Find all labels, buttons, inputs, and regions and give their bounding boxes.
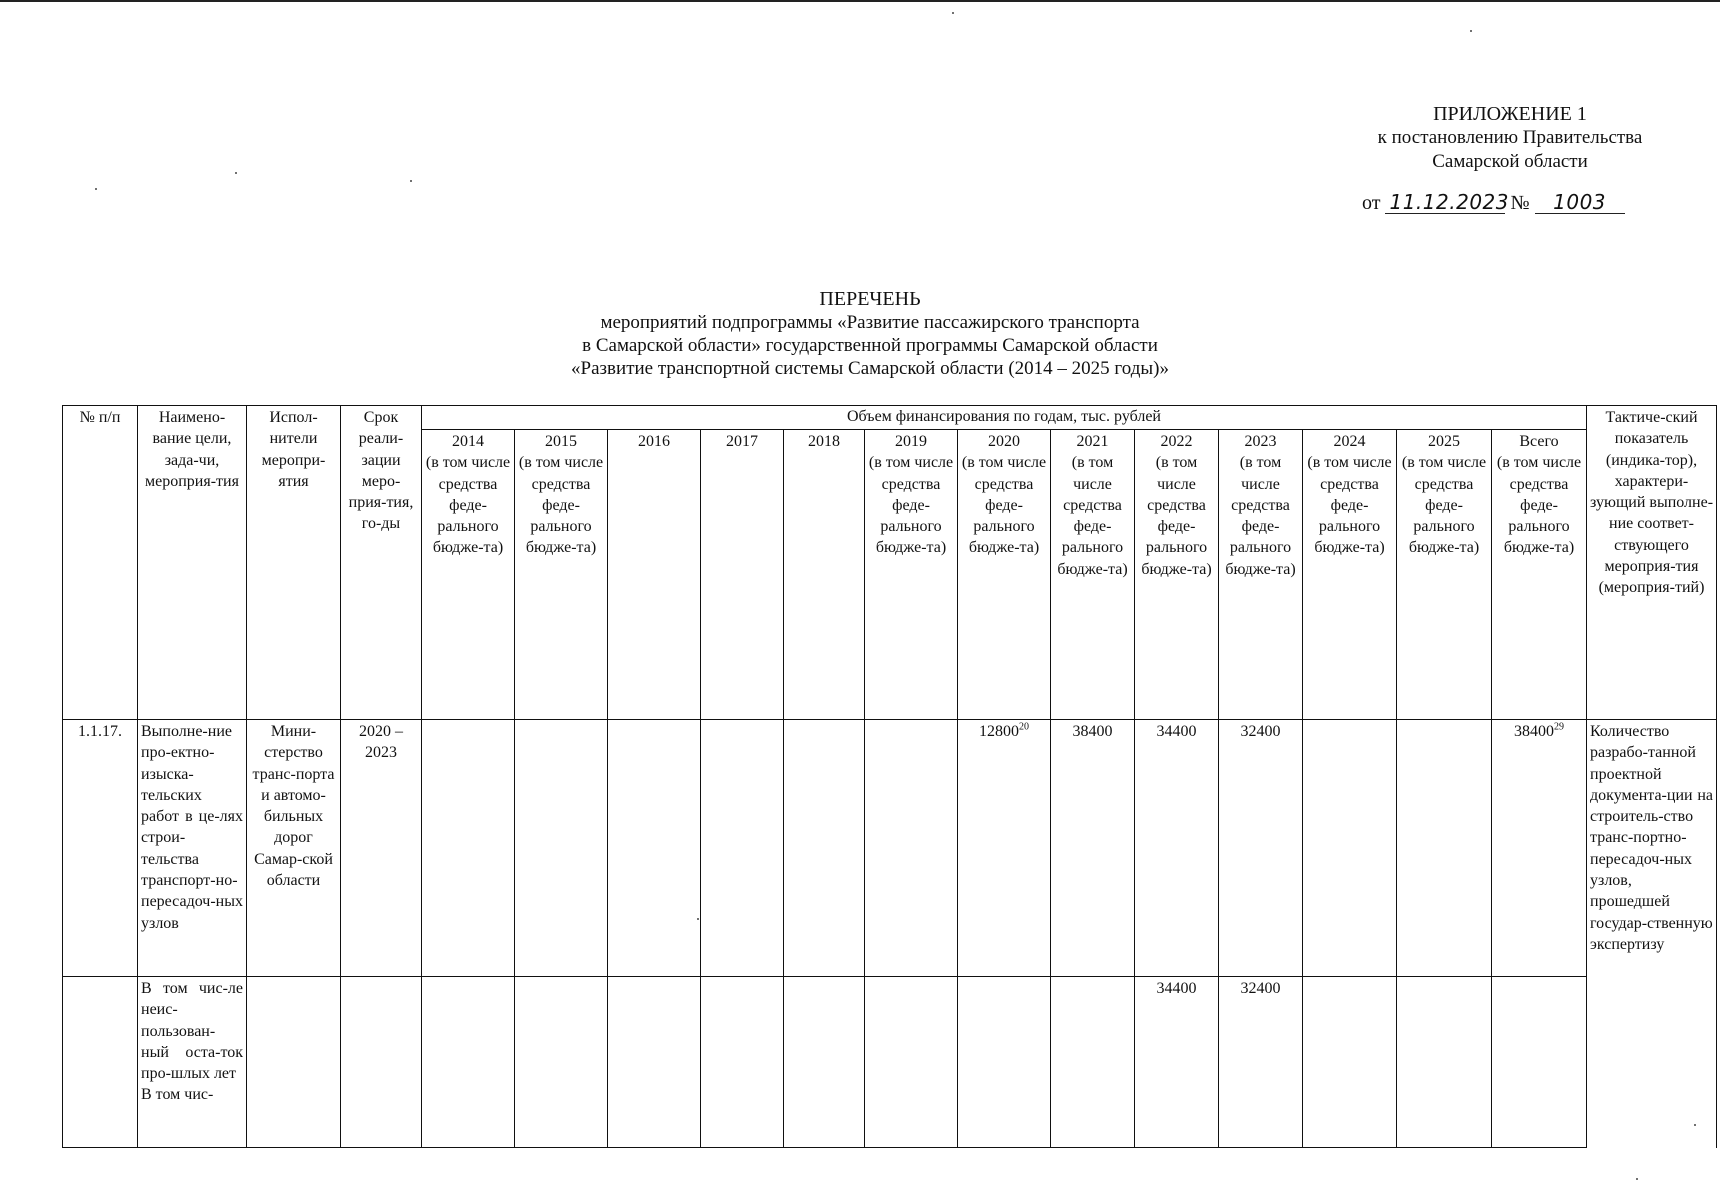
scan-speck — [95, 188, 97, 190]
year-label: 2015 — [545, 433, 577, 450]
header-indicator: Тактиче-ский показатель (индика-тор), характери-зующий выполне-ние соответ-ствующего мероприя-тия (мероприя-тий) — [1587, 406, 1717, 720]
fed-note: (в том числе средства феде-рального бюдже-та) — [1496, 454, 1582, 557]
header-year — [1051, 430, 1135, 720]
header-year — [784, 430, 865, 720]
year-label: 2022 — [1160, 433, 1193, 450]
fed-note: (в том числе средства феде-рального бюдже-та) — [1225, 454, 1296, 578]
cell-total — [1492, 977, 1587, 1148]
scan-speck — [952, 12, 954, 14]
header-year — [865, 430, 958, 720]
fed-note: (в том числе средства феде-рального бюдже-та) — [1057, 454, 1128, 578]
header-year — [422, 430, 515, 720]
fed-note: (в том числе средства феде-рального бюдже-та) — [1307, 454, 1392, 557]
fed-note: (в том числе средства феде-рального бюдже-та) — [518, 454, 604, 557]
scan-speck — [1636, 1178, 1638, 1180]
cell-2021: 38400 — [1051, 720, 1135, 977]
funding-table — [62, 405, 1717, 1148]
document-date: 11.12.2023 — [1385, 191, 1505, 214]
year-label: 2019 — [895, 433, 927, 450]
cell-2022: 34400 — [1135, 720, 1219, 977]
scan-speck — [1470, 30, 1472, 32]
header-executor: Испол-нители меропри-ятия — [247, 406, 341, 720]
year-label: 2021 — [1076, 433, 1109, 450]
cell-2018 — [784, 977, 865, 1148]
appendix-block — [1290, 102, 1720, 174]
cell-2017 — [701, 720, 784, 977]
header-year — [515, 430, 608, 720]
cell-2024 — [1303, 977, 1397, 1148]
table-row — [63, 720, 1717, 977]
cell-2024 — [1303, 720, 1397, 977]
subrow-label — [138, 977, 247, 1148]
cell-2022: 34400 — [1135, 977, 1219, 1148]
subrow-trailing-text: В том чис- — [141, 1086, 214, 1104]
row-period: 2020 – 2023 — [341, 720, 422, 977]
fed-note: (в том числе средства феде-рального бюдже-та) — [1141, 454, 1212, 578]
document-number: 1003 — [1535, 191, 1625, 214]
heading-line-2: в Самарской области» государственной программы Самарской области — [582, 335, 1158, 356]
cell-empty — [247, 977, 341, 1148]
year-label: 2024 — [1333, 433, 1366, 450]
row-indicator: Количество разрабо-танной проектной документа-ции на строитель-ство транс-портно-пересадоч-ных узлов, прошедшей государ-ственную экспертизу — [1587, 720, 1717, 1148]
number-label: № — [1510, 192, 1530, 214]
header-row-1 — [63, 406, 1717, 430]
value-2020: 12800 — [979, 723, 1019, 740]
cell-2025 — [1397, 977, 1492, 1148]
scan-speck — [235, 172, 237, 174]
cell-empty — [63, 977, 138, 1148]
subrow-label-text: В том чис-ле неис-пользован-ный оста-ток про-шлых лет — [141, 980, 243, 1083]
cell-2020 — [958, 977, 1051, 1148]
document-reference — [1362, 191, 1625, 215]
year-label: Всего — [1519, 433, 1559, 450]
header-num: № п/п — [63, 406, 138, 720]
header-year — [958, 430, 1051, 720]
cell-2015 — [515, 720, 608, 977]
header-total — [1492, 430, 1587, 720]
appendix-title: ПРИЛОЖЕНИЕ 1 — [1433, 103, 1587, 125]
header-year — [1219, 430, 1303, 720]
cell-2014 — [422, 977, 515, 1148]
value-total: 38400 — [1514, 723, 1554, 740]
header-year — [701, 430, 784, 720]
cell-2016 — [608, 977, 701, 1148]
cell-total — [1492, 720, 1587, 977]
row-executor: Мини-стерство транс-порта и автомо-бильных дорог Самар-ской области — [247, 720, 341, 977]
cell-2017 — [701, 977, 784, 1148]
header-period: Срок реали-зации меро-прия-тия, го-ды — [341, 406, 422, 720]
year-label: 2025 — [1428, 433, 1460, 450]
cell-2025 — [1397, 720, 1492, 977]
footnote-total: 29 — [1554, 721, 1564, 733]
fed-note: (в том числе средства феде-рального бюдже-та) — [961, 454, 1047, 557]
cell-2023: 32400 — [1219, 977, 1303, 1148]
year-label: 2023 — [1244, 433, 1277, 450]
year-label: 2018 — [808, 433, 840, 450]
fed-note: (в том числе средства феде-рального бюдже-та) — [868, 454, 954, 557]
heading-line-1: мероприятий подпрограммы «Развитие пассажирского транспорта — [600, 312, 1140, 333]
year-label: 2020 — [988, 433, 1020, 450]
cell-2015 — [515, 977, 608, 1148]
scan-speck — [410, 180, 412, 182]
row-name: Выполне-ние про-ектно-изыска-тельских работ в це-лях строи-тельства транспорт-но-пересадоч-ных узлов — [138, 720, 247, 977]
header-year — [1135, 430, 1219, 720]
heading-title: ПЕРЕЧЕНЬ — [819, 288, 921, 310]
header-year — [608, 430, 701, 720]
cell-2020 — [958, 720, 1051, 977]
row-number: 1.1.17. — [63, 720, 138, 977]
scan-top-border — [0, 0, 1720, 2]
appendix-line-2: Самарской области — [1432, 151, 1588, 172]
header-funding-volume: Объем финансирования по годам, тыс. рублей — [422, 406, 1587, 430]
cell-2019 — [865, 977, 958, 1148]
heading-line-3: «Развитие транспортной системы Самарской области (2014 – 2025 годы)» — [571, 358, 1169, 379]
header-name: Наимено-вание цели, зада-чи, мероприя-тия — [138, 406, 247, 720]
header-year — [1303, 430, 1397, 720]
year-label: 2016 — [638, 433, 670, 450]
fed-note: (в том числе средства феде-рального бюдже-та) — [1401, 454, 1487, 557]
fed-note: (в том числе средства феде-рального бюдже-та) — [425, 454, 511, 557]
cell-empty — [341, 977, 422, 1148]
cell-2018 — [784, 720, 865, 977]
cell-2021 — [1051, 977, 1135, 1148]
cell-2019 — [865, 720, 958, 977]
table-row — [63, 977, 1717, 1148]
appendix-line-1: к постановлению Правительства — [1377, 127, 1643, 148]
footnote-2020: 20 — [1019, 721, 1029, 733]
header-year — [1397, 430, 1492, 720]
from-label: от — [1362, 192, 1381, 214]
year-label: 2014 — [452, 433, 484, 450]
cell-2023: 32400 — [1219, 720, 1303, 977]
cell-2016 — [608, 720, 701, 977]
document-heading — [500, 288, 1240, 380]
year-label: 2017 — [726, 433, 758, 450]
cell-2014 — [422, 720, 515, 977]
